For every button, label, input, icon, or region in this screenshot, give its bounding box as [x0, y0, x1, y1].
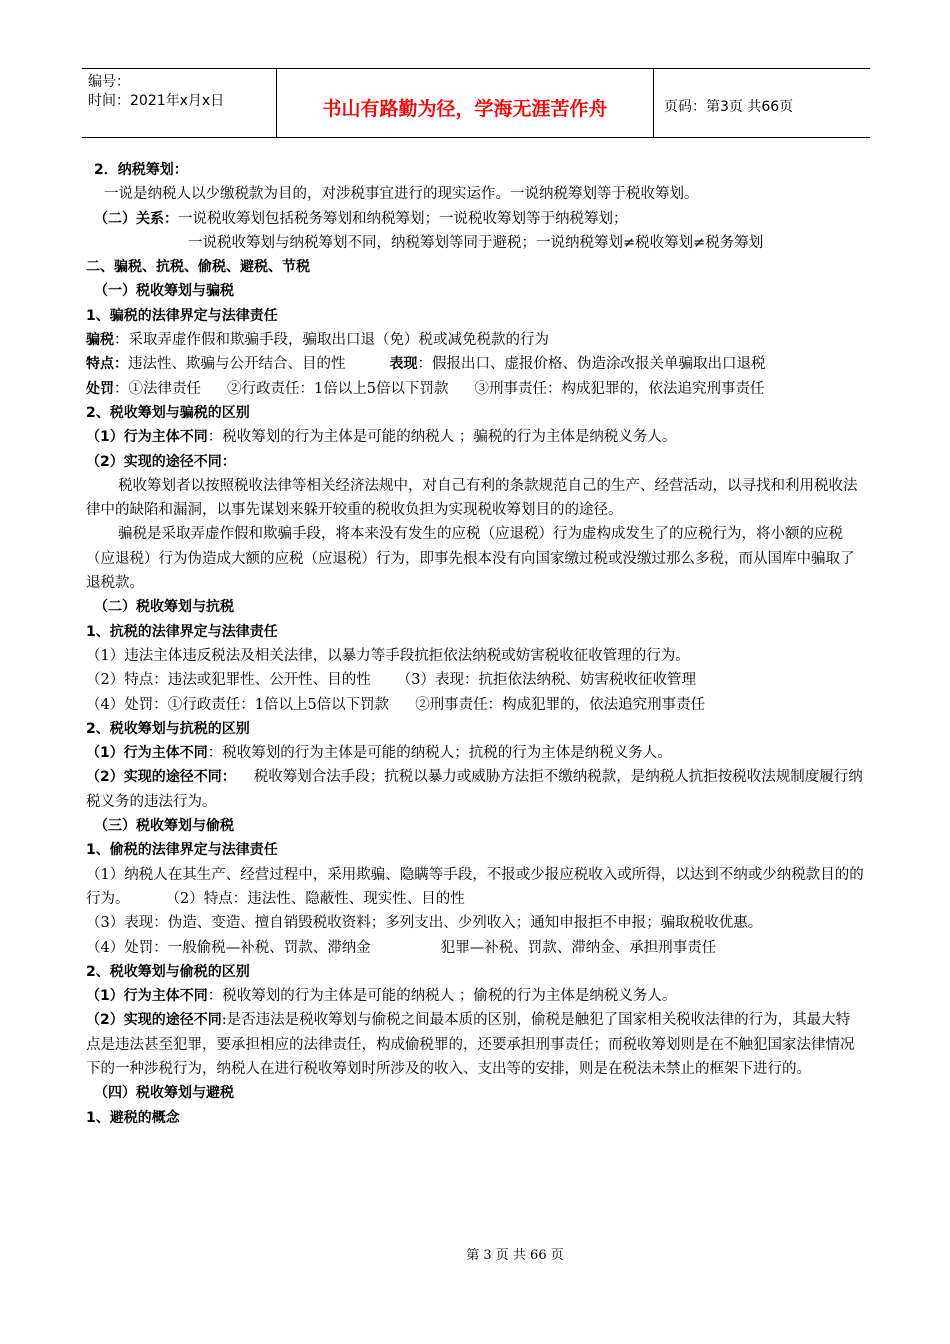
bold-label: 骗税: [86, 332, 114, 349]
paragraph: 一说税收筹划与纳税筹划不同，纳税筹划等同于避税；一说纳税筹划≠税收筹划≠税务筹划: [188, 234, 764, 251]
bold-label: 处罚: [86, 380, 114, 397]
text: ③刑事责任：构成犯罪的，依法追究刑事责任: [474, 380, 765, 397]
paragraph: （3）表现：伪造、变造、擅自销毁税收资料；多列支出、少列收入；通知申报拒不申报；骗取税收优惠。: [86, 915, 763, 932]
subsection-heading: （一）税收筹划与骗税: [94, 283, 234, 300]
subsection-heading: 1、偷税的法律界定与法律责任: [86, 842, 278, 859]
paragraph: [86, 352, 864, 376]
subsection-heading: （三）税收筹划与偷税: [94, 818, 234, 835]
bold-label: （1）行为主体不同: [86, 429, 208, 446]
text: （2）特点：违法性、隐蔽性、现实性、目的性: [165, 890, 465, 907]
text: ：①法律责任: [114, 380, 201, 397]
paragraph: 骗税是采取弄虚作假和欺骗手段，将本来没有发生的应税（应退税）行为虚构成发生了的应税行为，将小额的应税（应退税）行为伪造成大额的应税（应退税）行为，即事先根本没有向国家缴过税或没缴过那么多税，而从国库中骗取了退税款。: [86, 526, 855, 592]
paragraph: （1）违法主体违反税法及相关法律，以暴力等手段抗拒依法纳税或妨害税收征收管理的行为。: [86, 647, 690, 664]
paragraph: [86, 741, 864, 765]
text: 税收筹划合法手段；抗税以暴力或威胁方法拒不缴纳税款，是纳税人抗拒按税收法规制度履行纳税义务的违法行为。: [86, 769, 863, 810]
paragraph: [86, 936, 864, 960]
subsection-heading: （四）税收筹划与避税: [94, 1085, 234, 1102]
subsection-heading: （2）实现的途径不同：: [86, 453, 236, 470]
paragraph: [86, 693, 864, 717]
text: （3）表现：抗拒依法纳税、妨害税收征收管理: [396, 672, 696, 689]
paragraph: [86, 328, 864, 352]
number-label: 编号：: [88, 74, 130, 90]
text: :是否违法是税收筹划与偷税之间最本质的区别，偷税是触犯了国家相关税收法律的行为，其最大特点是违法甚至犯罪，要承担相应的法律责任，构成偷税罪的，还要承担刑事责任；而税收筹划则是在不触犯国家法律情况下的一种涉税行为，纳税人在进行税收筹划时所涉及的收入、支出等的安排，则是在税法未禁止的框架下进行的。: [86, 1012, 855, 1077]
subsection-heading: 2、税收筹划与偷税的区别: [86, 963, 250, 980]
date-label: 时间：2021年x月x日: [88, 93, 225, 109]
text: （1）纳税人在其生产、经营过程中，采用欺骗、隐瞒等手段，不报或少报应税收入或所得，以达到不纳或少纳税款目的的行为。: [86, 866, 864, 907]
text: （2）特点：违法或犯罪性、公开性、目的性: [86, 672, 371, 689]
paragraph: [86, 765, 864, 814]
text: （4）处罚：①行政责任：1倍以上5倍以下罚款: [86, 696, 390, 713]
header-left-cell: [82, 69, 277, 137]
paragraph: [86, 668, 864, 692]
text: 一说税收筹划包括税务筹划和纳税筹划；一说税收筹划等于纳税筹划；: [178, 210, 628, 227]
bold-label: （1）行为主体不同: [86, 988, 208, 1005]
subsection-heading: 1、抗税的法律界定与法律责任: [86, 623, 278, 640]
text: ：税收筹划的行为主体是可能的纳税人 ；偷税的行为主体是纳税义务人。: [207, 988, 677, 1005]
text: ：税收筹划的行为主体是可能的纳税人；抗税的行为主体是纳税义务人。: [207, 745, 672, 762]
paragraph: [86, 377, 864, 401]
paragraph: [86, 425, 864, 449]
text: 犯罪—补税、罚款、滞纳金、承担刑事责任: [440, 939, 717, 956]
motto: 书山有路勤为径，学海无涯苦作舟: [277, 69, 654, 137]
paragraph: [86, 984, 864, 1008]
section-heading: 二、骗税、抗税、偷税、避税、节税: [86, 259, 310, 276]
bold-label: 表现: [389, 356, 418, 373]
paragraph: [86, 863, 864, 912]
subsection-heading: 2、税收筹划与骗税的区别: [86, 404, 250, 421]
page-info: 页码：第3页 共66页: [664, 99, 794, 115]
bold-label: （2）实现的途径不同：: [86, 769, 236, 786]
document-body: [86, 158, 864, 1130]
text: ：假报出口、虚报价格、伪造涂改报关单骗取出口退税: [417, 356, 766, 373]
text: 违法性、欺骗与公开结合、目的性: [128, 356, 346, 373]
paragraph: [86, 207, 864, 231]
bold-label: （2）实现的途径不同: [86, 1012, 222, 1029]
text: （4）处罚：一般偷税—补税、罚款、滞纳金: [86, 939, 371, 956]
bold-label: （1）行为主体不同: [86, 745, 208, 762]
subsection-heading: 2、税收筹划与抗税的区别: [86, 720, 250, 737]
page-header: [82, 68, 870, 138]
page-footer: 第 3 页 共 66 页: [466, 1248, 564, 1263]
text: ②刑事责任：构成犯罪的，依法追究刑事责任: [415, 696, 706, 713]
bold-label: 特点：: [86, 356, 128, 373]
paragraph: [86, 1008, 864, 1081]
subsection-heading: （二）税收筹划与抗税: [94, 599, 234, 616]
text: ：税收筹划的行为主体是可能的纳税人 ；骗税的行为主体是纳税义务人。: [207, 429, 677, 446]
paragraph: 一说是纳税人以少缴税款为目的，对涉税事宜进行的现实运作。一说纳税筹划等于税收筹划。: [104, 186, 699, 203]
text: ：采取弄虚作假和欺骗手段，骗取出口退（免）税或减免税款的行为: [114, 332, 549, 349]
subsection-heading: 1、骗税的法律界定与法律责任: [86, 307, 278, 324]
bold-label: （二）关系：: [94, 210, 178, 227]
text: ②行政责任：1倍以上5倍以下罚款: [227, 380, 449, 397]
section-heading: 2．纳税筹划：: [94, 162, 188, 178]
paragraph: 税收筹划者以按照税收法律等相关经济法规中，对自己有利的条款规范自己的生产、经营活动，以寻找和利用税收法律中的缺陷和漏洞，以事先谋划来躲开较重的税收负担为实现税收筹划目的的途径。: [86, 477, 858, 519]
subsection-heading: 1、避税的概念: [86, 1109, 180, 1126]
